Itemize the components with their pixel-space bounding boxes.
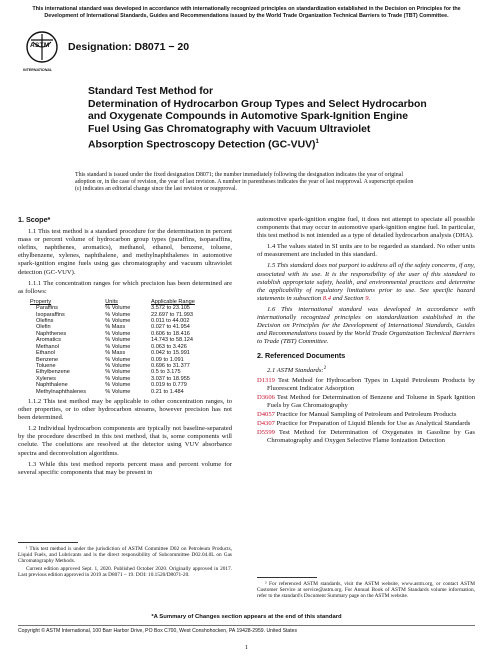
header-range: Applicable Range (151, 298, 195, 305)
reference-title: Test Method for Determination of Oxygenates in Gasoline by Gas Chromatography and Oxygen Selective Flame Ionization Detection (267, 429, 475, 445)
cell-property: Xylenes (36, 375, 56, 382)
reference-code-link[interactable]: D4307 (257, 420, 275, 428)
footnote-1: ¹ This test method is under the jurisdiction of ASTM Committee D02 on Petroleum Products, Liquid Fuels, and Lubricants and is the direct responsibility of Subcommittee D02.04.0L on Gas Chromatography Methods. (18, 546, 232, 565)
scope-heading: 1. Scope* (18, 215, 51, 224)
cell-units: % Volume (105, 375, 131, 382)
astm-standards-label (257, 365, 475, 375)
cell-units: % Mass (105, 324, 126, 331)
cell-units: % Volume (105, 318, 131, 325)
cell-units: % Volume (105, 369, 131, 376)
cell-range: 14.743 to 58.124 (151, 337, 194, 344)
references-heading: 2. Referenced Documents (257, 351, 346, 361)
table-body (30, 305, 214, 395)
title-footnote-mark: 1 (315, 139, 319, 146)
paragraph-1-5-mid: and Section (331, 294, 366, 302)
cell-range: 0.21 to 1.484 (151, 388, 184, 395)
paragraph-1-3: 1.3 While this test method reports percent mass and percent volume for several specific components that may be present in (18, 460, 232, 476)
cell-units: % Volume (105, 356, 131, 363)
paragraph-1-1-1: 1.1.1 The concentration ranges for which precision has been determined are as follows: (18, 279, 232, 295)
cell-units: % Volume (105, 382, 131, 389)
cell-units: % Volume (105, 305, 131, 312)
reference-list (257, 377, 475, 446)
cell-units: % Volume (105, 362, 131, 369)
cell-units: % Volume (105, 337, 131, 344)
cell-units: % Mass (105, 350, 126, 357)
paragraph-1-1: 1.1 This test method is a standard procedure for the determination in percent mass or percent volume of hydrocarbon group types (paraffins, isoparaffins, olefins, naphthenes, aromatics), methanol, ethanol, benzene, toluene, ethylbenzene, xylenes, naphthalene, and methylnaphthalenes in automotive spark-ignition engine fuels using gas chromatography and vacuum ultraviolet detection (GC-VUV). (18, 228, 232, 276)
cell-property: Naphthenes (36, 330, 67, 337)
right-column (257, 216, 475, 447)
paragraph-1-1-2: 1.1.2 This test method may be applicable to other concentration ranges, to other properties, or to other hydrocarbon streams, however precision has not been determined. (18, 397, 232, 422)
reference-code-link[interactable]: D4057 (257, 411, 275, 419)
footnote-1-block (18, 542, 232, 578)
table-row (30, 382, 214, 388)
reference-item (257, 394, 475, 410)
footnote-1-edition: Current edition approved Sept. 1, 2020. Published October 2020. Originally approved in 2017. Last previous edition approved in 2019 as D8071 – 19. DOI: 10.1520/D8071-20. (18, 565, 232, 578)
link-subsection-8-4[interactable]: 8.4 (322, 294, 331, 302)
cell-range: 0.011 to 44.002 (151, 318, 190, 325)
cell-property: Olefin (36, 324, 51, 331)
cell-units: % Volume (105, 388, 131, 395)
reference-item (257, 429, 475, 445)
concentration-ranges-table (30, 299, 214, 395)
footnote-rule (18, 542, 78, 543)
cell-property: Methanol (36, 343, 60, 350)
issued-note: This standard is issued under the fixed designation D8071; the number immediately following the designation indicates the year of original adoption or, in the case of revision, the year of last revision. A number in parentheses indicates the year of last reapproval. A superscript epsilon (ε) indicates an editorial change since the last revision or reapproval. (75, 172, 414, 193)
cell-property: Olefins (36, 318, 54, 325)
cell-range: 0.09 to 1.091 (151, 356, 184, 363)
reference-item (257, 377, 475, 393)
cell-property: Naphthalene (36, 382, 68, 389)
cell-range: 0.027 to 41.954 (151, 324, 190, 331)
astm-standards-footnote-mark: 2 (323, 365, 327, 371)
reference-title: Test Method for Determination of Benzene and Toluene in Spark Ignition Fuels by Gas Chromatography (267, 393, 475, 410)
footnote-2: ² For referenced ASTM standards, visit the ASTM website, www.astm.org, or contact ASTM Customer Service at service@astm.org. For Annual Book of ASTM Standards volume information, refer to the standard's Document Summary page on the ASTM website. (257, 581, 475, 600)
reference-title: Practice for Manual Sampling of Petroleum and Petroleum Products (274, 411, 457, 419)
paragraph-1-3-continued: automotive spark-ignition engine fuel, it does not attempt to speciate all possible components that may occur in automotive spark-ignition engine fuel. In particular, this test method is not intended as a type of detailed hydrocarbon analysis (DHA). (257, 216, 475, 240)
paragraph-1-2: 1.2 Individual hydrocarbon components are typically not baseline-separated by the procedure described in this test method, that is, some components will coelute. The coelutions are resolved at the detector using VUV absorbance spectra and deconvolution algorithms. (18, 425, 232, 457)
reference-item (257, 420, 475, 428)
page-number: 1 (244, 644, 249, 651)
reference-title: Test Method for Hydrocarbon Types in Liquid Petroleum Products by Fluorescent Indicator Adsorption (267, 376, 475, 392)
header-property: Property (30, 298, 52, 305)
cell-property: Toluene (36, 362, 56, 369)
cell-property: Methylnaphthalenes (36, 388, 87, 395)
paragraph-1-5 (257, 262, 475, 302)
cell-range: 3.572 to 23.105 (151, 305, 190, 312)
cell-range: 0.063 to 3.426 (151, 343, 187, 350)
cell-property: Ethylbenzene (36, 369, 70, 376)
cell-property: Ethanol (36, 350, 55, 357)
astm-standards-label-text: 2.1 ASTM Standards: (267, 366, 324, 374)
reference-code-link[interactable]: D5599 (257, 429, 275, 437)
left-column (18, 216, 232, 480)
cell-units: % Volume (105, 311, 131, 318)
cell-units: % Volume (105, 343, 131, 350)
reference-item (257, 411, 475, 419)
paragraph-1-4: 1.4 The values stated in SI units are to be regarded as standard. No other units of measurement are included in this standard. (257, 243, 475, 259)
table-row (30, 305, 214, 311)
cell-property: Aromatics (36, 337, 61, 344)
cell-property: Benzene (36, 356, 59, 363)
cell-property: Paraffins (36, 305, 58, 312)
paragraph-1-5-text: 1.5 This standard does not purport to address all of the safety concerns, if any, associated with its use. It is the responsibility of the user of this standard to establish appropriate safety, health, and environmental practices and determine the applicability of regulatory limitations prior to use. See specific hazard statements in subsection (257, 262, 475, 302)
astm-logo-text-bottom: INTERNATIONAL (23, 68, 53, 72)
link-section-9[interactable]: 9 (365, 294, 369, 302)
header-units: Units (105, 298, 118, 305)
cell-units: % Volume (105, 330, 131, 337)
astm-logo-text-top: ASTM (30, 42, 50, 49)
cell-range: 0.042 to 15.991 (151, 350, 190, 357)
copyright-line: Copyright © ASTM International, 100 Barr Harbor Drive, PO Box C700, West Conshohocken, PA 19428-2959. United States (18, 625, 475, 634)
title-line-1: Standard Test Method for (88, 86, 214, 97)
table-row (30, 389, 214, 395)
document-title (88, 86, 428, 152)
cell-property: Isoparaffins (36, 311, 65, 318)
cell-range: 0.019 to 0.779 (151, 382, 187, 389)
cell-range: 0.696 to 31.377 (151, 362, 190, 369)
footnote-2-block (257, 577, 475, 600)
wto-notice: This international standard was developed in accordance with internationally recognized principles on standardization established in the Decision on Principles for the Development of International Standards, Guides and Recommendations issued by the World Trade Organization Technical Barriers to Trade (TBT) Committee. (32, 6, 461, 19)
table-row (30, 337, 214, 343)
paragraph-1-5-end: . (368, 294, 371, 302)
changes-note: *A Summary of Changes section appears at the end of this standard (151, 614, 342, 620)
reference-code-link[interactable]: D1319 (257, 376, 275, 384)
paragraph-1-6: 1.6 This international standard was developed in accordance with internationally recognized principles on standardization established in the Decision on Principles for the Development of International Standards, Guides and Recommendations issued by the World Trade Organization Technical Barriers to Trade (TBT) Committee. (257, 305, 475, 346)
cell-range: 0.5 to 3.175 (151, 369, 181, 376)
footnote-rule-2 (257, 577, 317, 578)
title-line-2: Determination of Hydrocarbon Group Types and Select Hydrocarbon and Oxygenate Compounds in Automotive Spark-Ignition Engine Fuel Using Gas Chromatography with Vacuum Ultraviolet Absorption Spectroscopy Detection (GC-VUV) (88, 98, 427, 151)
reference-title: Practice for Preparation of Liquid Blends for Use as Analytical Standards (274, 420, 471, 428)
cell-range: 22.697 to 71.993 (151, 311, 194, 318)
cell-range: 3.037 to 18.955 (151, 375, 190, 382)
cell-range: 0.606 to 18.416 (151, 330, 190, 337)
reference-code-link[interactable]: D3606 (257, 393, 275, 401)
designation: Designation: D8071 − 20 (68, 41, 190, 53)
